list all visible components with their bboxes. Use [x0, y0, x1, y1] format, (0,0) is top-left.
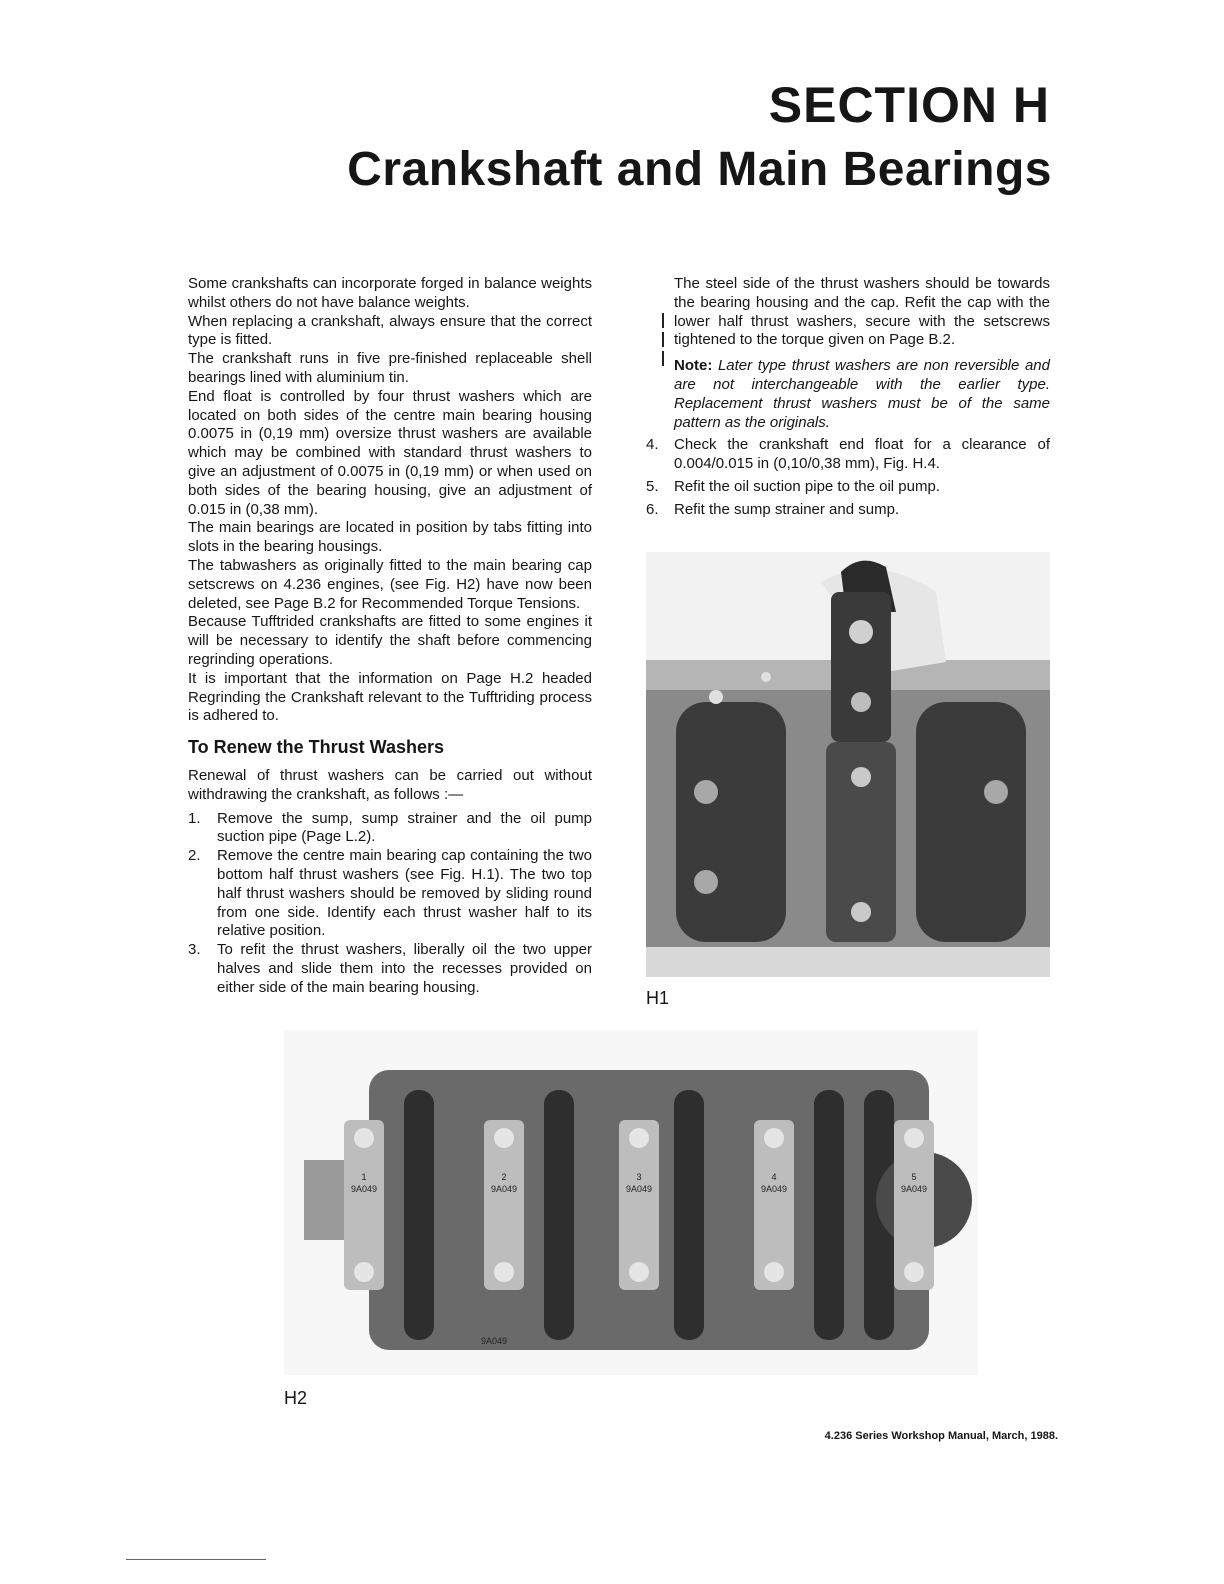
intro-paragraph: Some crankshafts can incorporate forged in balance weights whilst others do not have balance weights. [188, 275, 592, 311]
figure-h2-photo [284, 1030, 978, 1375]
right-column [646, 275, 1050, 520]
bearing-cap-number: 3 [636, 1172, 642, 1182]
step-number: 3. [188, 941, 201, 959]
note [646, 357, 1050, 432]
section-heading: SECTION H [768, 77, 1050, 133]
revision-bar [662, 351, 664, 366]
intro-paragraph: When replacing a crankshaft, always ensure that the correct type is fitted. [188, 312, 592, 349]
note-text: Later type thrust washers are non reversible and are not interchangeable with the earlier type. Replacement thrust washers must be of the same pattern as the originals. [674, 357, 1050, 431]
note-label: Note: [674, 357, 713, 375]
bearing-cap-code: 9A049 [760, 1184, 788, 1194]
step-number: 4. [646, 436, 659, 454]
bearing-cap-number: 1 [361, 1172, 367, 1182]
intro-paragraph: The main bearings are located in position by tabs fitting into slots in the bearing housings. [188, 519, 592, 556]
renewal-intro: Renewal of thrust washers can be carried out without withdrawing the crankshaft, as follows :— [188, 766, 592, 803]
revision-bar [662, 332, 664, 347]
step-number: 1. [188, 809, 201, 827]
left-column [188, 275, 592, 997]
list-item [188, 941, 592, 997]
crankshaft-bearing-cap-illustration [646, 552, 1050, 977]
bearing-cap-number: 4 [771, 1172, 777, 1182]
footer-divider [126, 1559, 266, 1560]
list-item [646, 436, 1050, 474]
page-title: Crankshaft and Main Bearings [347, 143, 1052, 196]
intro-paragraph: The crankshaft runs in five pre-finished replaceable shell bearings lined with aluminium tin. [188, 350, 592, 386]
step-number: 6. [646, 500, 659, 518]
list-item [188, 810, 592, 848]
bearing-cap-code: 9A049 [625, 1184, 653, 1194]
bearing-cap-code: 9A049 [900, 1184, 928, 1194]
figure-h2-caption: H2 [284, 1388, 308, 1408]
step-number: 2. [188, 847, 201, 865]
bearing-cap-code: 9A049 [490, 1184, 518, 1194]
page-footer: 4.236 Series Workshop Manual, March, 1988. [824, 1430, 1058, 1442]
intro-paragraph: End float is controlled by four thrust washers which are located on both sides of the centre main bearing housing 0.0075 in (0,19 mm) oversize thrust washers are available which may be combined with standard thrust washers to give an adjustment of 0.0075 in (0,19 mm) or when used on both sides of the bearing housing, give an adjustment of 0.015 in (0,38 mm). [188, 387, 592, 518]
intro-paragraph: The tabwashers as originally fitted to the main bearing cap setscrews on 4.236 engines, (see Fig. H2) have now been deleted, see Page B.2 for Recommended Torque Tensions. [188, 556, 592, 612]
step-text: Refit the sump strainer and sump. [674, 500, 900, 518]
bearing-cap-number: 5 [911, 1172, 917, 1182]
list-item [188, 847, 592, 941]
revision-bar [662, 313, 664, 328]
step-number: 5. [646, 477, 659, 495]
step-text: Refit the oil suction pipe to the oil pump. [674, 477, 940, 495]
step-text: Remove the centre main bearing cap containing the two bottom half thrust washers (see Fig. H.1). The two top half thrust washers should be removed by sliding round from one side. Identify each thrust washer half to its relative position. [217, 847, 592, 940]
step-text: Remove the sump, sump strainer and the oil pump suction pipe (Page L.2). [217, 809, 592, 846]
step-text: To refit the thrust washers, liberally oil the two upper halves and slide them into the recesses provided on either side of the main bearing housing. [217, 941, 592, 996]
list-item [646, 478, 1050, 497]
figure-h1-caption: H1 [646, 988, 670, 1008]
continued-paragraph [646, 275, 1050, 350]
intro-paragraph: Because Tufftrided crankshafts are fitted to some engines it will be necessary to identify the shaft before commencing regrinding operations. [188, 613, 592, 668]
bearing-cap-code: 9A049 [350, 1184, 378, 1194]
crankshaft-assembly-illustration [284, 1030, 978, 1375]
bearing-cap-number: 2 [501, 1172, 507, 1182]
step-text: Check the crankshaft end float for a clearance of 0.004/0.015 in (0,10/0,38 mm), Fig. H.4. [674, 436, 1050, 473]
bearing-cap-code: 9A049 [480, 1336, 508, 1346]
continued-text: The steel side of the thrust washers should be towards the bearing housing and the cap. Refit the cap with the lower half thrust washers, secure with the setscrews tightened to the torque given on Page B.2. [674, 275, 1050, 349]
list-item [646, 501, 1050, 520]
figure-h1-photo [646, 552, 1050, 977]
subheading: To Renew the Thrust Washers [188, 737, 445, 758]
intro-paragraph: It is important that the information on Page H.2 headed Regrinding the Crankshaft relevant to the Tufftriding process is adhered to. [188, 669, 592, 725]
